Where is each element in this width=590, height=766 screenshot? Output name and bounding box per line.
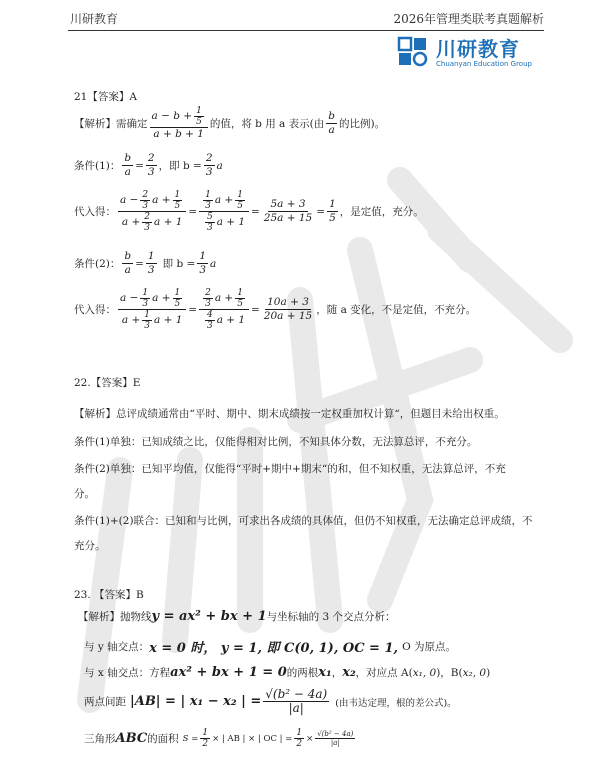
- frac-num: 2: [144, 212, 150, 222]
- frac-den: 3: [144, 223, 150, 233]
- frac-den: 3: [206, 223, 213, 233]
- logo-en-text: Chuanyan Education Group: [436, 60, 532, 68]
- condition-mid: 即 b =: [162, 258, 196, 270]
- q21-analysis-pre: 【解析】需确定: [74, 118, 148, 130]
- q21-substitution-2: 代入得： a − $\frac{1}{3}$ a + $\frac{1}{5}$ a + $\frac{1}{3}$ a + 1 = $\frac{2}{3}$ a + $\frac{1}{5}$ $\frac{4}{3}$ a + 1 = $\frac{10a + 3}{20a + 15}$ ，随 a 变化，不是定值，不充分。: [74, 288, 477, 331]
- frac-num: 1: [237, 288, 243, 298]
- q23-title: 23. 【答案】B: [74, 589, 144, 601]
- sub1-fraction-2: $\frac{1}{3}$ a + $\frac{1}{5}$ $\frac{5}{3}$ a + 1: [199, 190, 249, 233]
- frac-den: |a|: [288, 701, 304, 715]
- q21-title: 21【答案】A: [74, 91, 137, 103]
- area-label-mid: 的面积: [147, 733, 179, 745]
- area-s: S =: [182, 733, 199, 744]
- expr-text: a +: [152, 194, 171, 206]
- frac-num: 2: [147, 152, 155, 164]
- frac-2-3: [203, 288, 213, 309]
- frac-num: 1: [329, 198, 336, 210]
- q23-analysis-line: [78, 609, 396, 624]
- q22-condition-1: 条件(1)单独：已知成绩之比，仅能得相对比例，不知具体分数，无法算总评，不充分。: [74, 436, 478, 448]
- logo-mark-icon: [396, 35, 430, 69]
- frac-den: 3: [205, 201, 211, 211]
- header-left-title: 川研教育: [70, 12, 119, 26]
- frac-den: |a|: [330, 739, 340, 747]
- frac-den: 3: [206, 321, 213, 331]
- substitution-label: 代入得：: [74, 304, 116, 316]
- frac-num: 5: [206, 212, 213, 222]
- frac-2-3: [142, 212, 152, 233]
- frac-num: 1: [174, 288, 181, 298]
- frac-num: 1: [202, 728, 209, 738]
- q21-analysis-line: [74, 106, 385, 141]
- frac-den: a + b + 1: [153, 128, 204, 140]
- frac-2-3: [146, 152, 157, 179]
- frac-num: 1: [196, 106, 202, 116]
- condition-mid: ，即 b =: [158, 160, 202, 172]
- frac-den: 25a + 15: [263, 212, 313, 224]
- frac-1-2: [200, 728, 210, 749]
- expr-text: a +: [121, 216, 141, 228]
- frac-den: 3: [147, 166, 155, 178]
- frac-num: 2: [205, 152, 213, 164]
- expr-text: a + 1: [154, 314, 183, 326]
- frac-5-3: [205, 212, 215, 233]
- frac-num: 1: [199, 250, 206, 262]
- q22-condition-2-cont: 分。: [74, 488, 95, 500]
- frac-1-3: [197, 250, 208, 277]
- frac-num: 1: [296, 728, 303, 738]
- frac-den: 5: [237, 201, 243, 211]
- header-divider: [68, 30, 544, 31]
- frac-1-3: [140, 288, 150, 309]
- frac-num: √(b² − 4a): [265, 687, 328, 701]
- triangle-abc: ABC: [115, 731, 148, 746]
- point-b-coords: x₂, 0: [462, 666, 487, 679]
- frac-den: 2: [296, 739, 303, 749]
- frac-num: 1: [144, 310, 150, 320]
- origin-note: O 为原点。: [402, 641, 457, 653]
- root-x2: x₂: [342, 665, 356, 680]
- frac-one-fifth: [194, 106, 204, 127]
- point-a-label: ，对应点 A(: [355, 667, 413, 679]
- variable-a: a: [216, 159, 223, 172]
- frac-den: 3: [142, 201, 149, 211]
- frac-den: 5: [237, 299, 243, 309]
- q21-condition-2: 条件(2)： $\frac{b}{a}$ = $\frac{1}{3}$ 即 b = $\frac{1}{3}$ a: [74, 250, 217, 276]
- frac-den: 5: [196, 117, 202, 127]
- frac-den: 3: [205, 166, 213, 178]
- frac-num: 1: [237, 190, 243, 200]
- paren-close: ): [486, 666, 491, 679]
- q22-analysis: 【解析】总评成绩通常由“平时、期中、期末成绩按一定权重加权计算“，但题目未给出权重。: [74, 408, 505, 420]
- comma: ，: [331, 667, 343, 679]
- sub1-fraction-4: [327, 198, 338, 225]
- q21-substitution-1: 代入得： a − $\frac{2}{3}$ a + $\frac{1}{5}$ a + $\frac{2}{3}$ a + 1 = $\frac{1}{3}$ a + $\frac{1}{5}$ $\frac{5}{3}$ a + 1 = $\frac{5a + 3}{25a + 15}$ = $\frac{1}{5}$ ，是定值，充分。: [74, 190, 424, 233]
- times-sign: ×: [306, 733, 314, 744]
- q23-x-intercepts: [84, 665, 490, 680]
- frac-2-3: [140, 190, 150, 211]
- analysis-post: 与坐标轴的 3 个交点分析：: [266, 611, 396, 623]
- frac-den: 3: [205, 299, 211, 309]
- frac-num: 4: [206, 310, 213, 320]
- frac-den: 3: [142, 299, 149, 309]
- frac-den: 20a + 15: [263, 310, 313, 322]
- area-sqrt-fraction: [315, 730, 355, 747]
- frac-1-3: [203, 190, 213, 211]
- q22-title: 22.【答案】E: [74, 377, 141, 389]
- frac-num: b: [328, 110, 335, 122]
- frac-b-a: [122, 250, 133, 277]
- root-x1: x₁: [318, 665, 332, 680]
- q23-y-intercept: [84, 637, 456, 656]
- distance-expr: |AB| = | x₁ − x₂ | =: [130, 694, 262, 709]
- expr-text: a +: [152, 292, 171, 304]
- frac-den: 5: [329, 212, 336, 224]
- frac-num: 2: [205, 288, 211, 298]
- point-a-coords: x₁, 0: [412, 666, 437, 679]
- frac-num: 1: [205, 190, 211, 200]
- sub2-fraction-3: [262, 296, 314, 323]
- frac-num-text: a − b +: [151, 110, 193, 122]
- frac-1-5: [173, 190, 183, 211]
- equals-sign: =: [135, 159, 144, 172]
- frac-den: 3: [199, 264, 206, 276]
- frac-den: 5: [174, 299, 181, 309]
- frac-den: 3: [144, 321, 150, 331]
- variable-a: a: [210, 257, 217, 270]
- expr-text: a −: [120, 292, 139, 304]
- frac-2-3: [204, 152, 215, 179]
- condition-label: 条件(2)：: [74, 258, 121, 270]
- distance-label: 两点间距: [84, 696, 126, 708]
- q21-b-over-a: [326, 110, 337, 137]
- frac-num: 1: [174, 190, 181, 200]
- q21-analysis-post: 的比例)。: [339, 118, 386, 130]
- expr-text: a + 1: [216, 216, 246, 228]
- quadratic-equation: ax² + bx + 1 = 0: [170, 665, 287, 680]
- roots-label: 的两根: [286, 667, 319, 679]
- vieta-note: (由韦达定理，根的差公式)。: [335, 697, 457, 709]
- q21-condition-1: [74, 152, 223, 179]
- analysis-pre: 【解析】抛物线: [78, 611, 152, 623]
- y-intercept-math: x = 0 时， y = 1, 即 C(0, 1), OC = 1,: [149, 641, 399, 656]
- frac-b-a: [122, 152, 133, 179]
- frac-4-3: [205, 310, 215, 331]
- frac-num: 5a + 3: [270, 198, 306, 210]
- frac-den: a: [328, 124, 335, 136]
- substitution-label: 代入得：: [74, 206, 116, 218]
- area-expr: × | AB | × | OC | =: [212, 733, 293, 744]
- frac-1-2: [294, 728, 304, 749]
- frac-1-5: [235, 190, 245, 211]
- q23-distance: [84, 688, 457, 715]
- frac-num: 10a + 3: [267, 296, 309, 308]
- substitution-conclusion: ，随 a 变化，不是定值，不充分。: [316, 304, 477, 316]
- expr-text: a + 1: [216, 314, 246, 326]
- x-intercept-label: 与 x 轴交点：方程: [84, 667, 171, 679]
- sub2-fraction-1: [118, 288, 186, 331]
- frac-den: 5: [174, 201, 181, 211]
- frac-num: b: [124, 152, 132, 164]
- expr-text: a +: [121, 314, 141, 326]
- condition-label: 条件(1)：: [74, 160, 121, 172]
- frac-1-3: [146, 250, 157, 277]
- q21-analysis-mid: 的值，将 b 用 a 表示(由: [209, 118, 325, 130]
- brand-logo: [396, 33, 546, 73]
- q23-area: [84, 728, 357, 749]
- q22-combined: 条件(1)+(2)联合：已知和与比例，可求出各成绩的具体值，但仍不知权重，无法确定总评成绩，不: [74, 515, 533, 527]
- expr-text: a −: [120, 194, 139, 206]
- frac-num: 2: [142, 190, 149, 200]
- sub1-fraction-3: [262, 198, 314, 225]
- expr-text: a + 1: [154, 216, 183, 228]
- sub2-fraction-2: $\frac{2}{3}$ a + $\frac{1}{5}$ $\frac{4}{3}$ a + 1: [199, 288, 249, 331]
- frac-den: a: [124, 166, 131, 178]
- logo-cn-text: 川研教育: [436, 37, 520, 61]
- frac-num: 1: [147, 250, 155, 262]
- frac-den: a: [124, 264, 131, 276]
- area-label-pre: 三角形: [84, 733, 116, 745]
- q22-combined-cont: 充分。: [74, 540, 106, 552]
- substitution-conclusion: ，是定值，充分。: [339, 206, 424, 218]
- frac-den: 3: [147, 264, 155, 276]
- frac-1-5: [235, 288, 245, 309]
- point-b-label: )，B(: [436, 667, 463, 679]
- frac-num: b: [124, 250, 132, 262]
- frac-1-5: [173, 288, 183, 309]
- header-right-title: 2026年管理类联考真题解析: [393, 12, 544, 26]
- distance-fraction: [263, 688, 329, 715]
- q22-condition-2: 条件(2)单独：已知平均值，仅能得“平时+期中+期末“的和，但不知权重，无法算总评，不充: [74, 463, 506, 475]
- q21-target-fraction: [150, 106, 208, 141]
- frac-num: √(b² − 4a): [317, 730, 354, 738]
- y-intercept-label: 与 y 轴交点：: [84, 641, 150, 653]
- frac-den: 2: [202, 739, 209, 749]
- sub1-fraction-1: [118, 190, 186, 233]
- parabola-equation: y = ax² + bx + 1: [151, 609, 267, 624]
- frac-1-3: [142, 310, 152, 331]
- frac-num: 1: [142, 288, 149, 298]
